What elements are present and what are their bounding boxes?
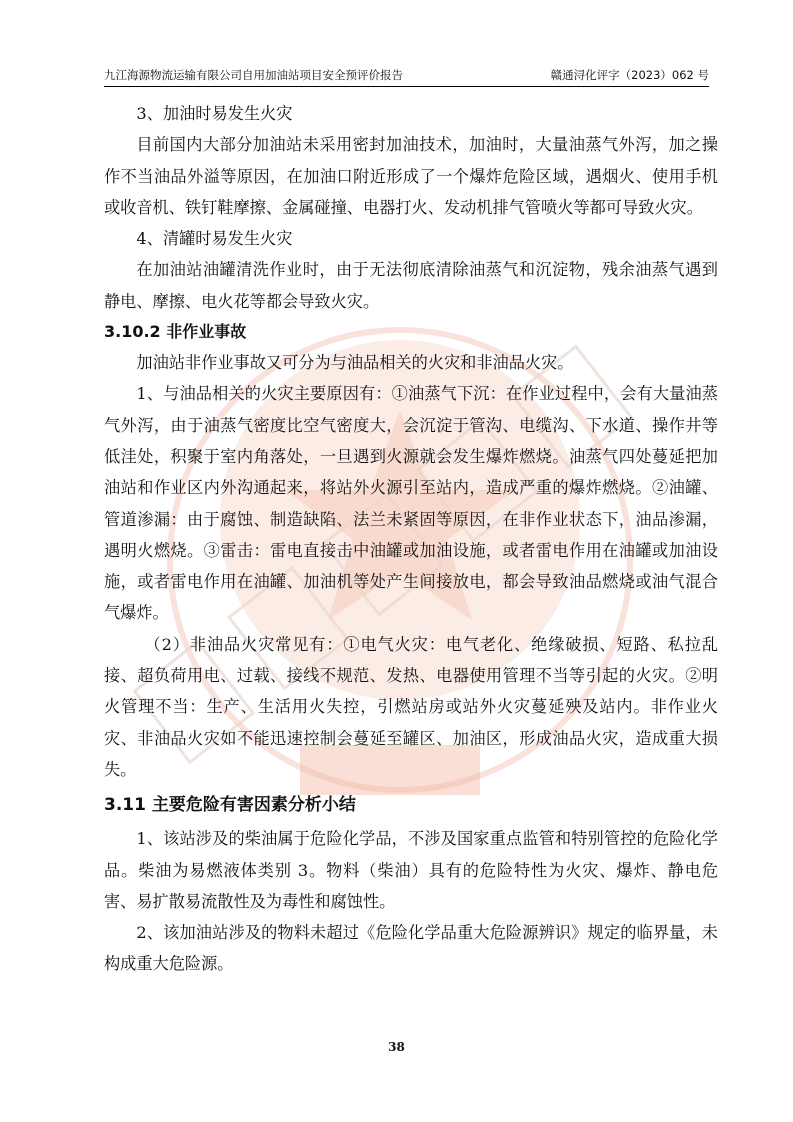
header-report-number: 赣通浔化评字（2023）062 号 [550, 68, 709, 82]
document-body [104, 98, 718, 980]
item-heading-3: 3、加油时易发生火灾 [136, 104, 293, 123]
header-report-title: 九江海源物流运输有限公司自用加油站项目安全预评价报告 [104, 68, 403, 82]
section-heading-3-10-2: 3.10.2 非作业事故 [104, 322, 247, 342]
body-paragraph: 目前国内大部分加油站未采用密封加油技术，加油时，大量油蒸气外泻，加之操作不当油品外溢等原因，在加油口附近形成了一个爆炸危险区域，遇烟火、使用手机或收音机、铁钉鞋摩擦、金属碰撞、电器打火、发动机排气管喷火等都可导致火灾。 [104, 135, 718, 217]
body-paragraph: 加油站非作业事故又可分为与油品相关的火灾和非油品火灾。 [136, 353, 574, 373]
page-header [104, 66, 709, 87]
body-paragraph: 在加油站油罐清洗作业时，由于无法彻底清除油蒸气和沉淀物，残余油蒸气遇到静电、摩擦、电火花等都会导致火灾。 [104, 260, 718, 311]
section-heading-3-11: 3.11 主要危险有害因素分析小结 [104, 795, 356, 816]
body-paragraph: 1、该站涉及的柴油属于危险化学品，不涉及国家重点监管和特别管控的危险化学品。柴油为易燃液体类别 3。物料（柴油）具有的危险特性为火灾、爆炸、静电危害、易扩散易流散性及为毒性和腐蚀性。 [104, 829, 718, 911]
page-number: 38 [388, 1040, 405, 1054]
body-paragraph: （2）非油品火灾常见有：①电气火灾：电气老化、绝缘破损、短路、私拉乱接、超负荷用电、过载、接线不规范、发热、电器使用管理不当等引起的火灾。②明火管理不当：生产、生活用火失控，引燃站房或站外火灾蔓延殃及站内。非作业火灾、非油品火灾如不能迅速控制会蔓延至罐区、加油区，形成油品火灾，造成重大损失。 [104, 634, 718, 779]
body-paragraph: 2、该加油站涉及的物料未超过《危险化学品重大危险源辨识》规定的临界量，未构成重大危险源。 [104, 923, 718, 974]
body-paragraph: 1、与油品相关的火灾主要原因有：①油蒸气下沉：在作业过程中，会有大量油蒸气外泻，由于油蒸气密度比空气密度大，会沉淀于管沟、电缆沟、下水道、操作井等低洼处，积聚于室内角落处，一旦遇到火源就会发生爆炸燃烧。油蒸气四处蔓延把加油站和作业区内外沟通起来，将站外火源引至站内，造成严重的爆炸燃烧。②油罐、管道渗漏：由于腐蚀、制造缺陷、法兰未紧固等原因，在非作业状态下，油品渗漏，遇明火燃烧。③雷击：雷电直接击中油罐或加油设施，或者雷电作用在油罐或加油设施，或者雷电作用在油罐、加油机等处产生间接放电，都会导致油品燃烧或油气混合气爆炸。 [104, 384, 718, 623]
item-heading-4: 4、清罐时易发生火灾 [136, 229, 293, 249]
